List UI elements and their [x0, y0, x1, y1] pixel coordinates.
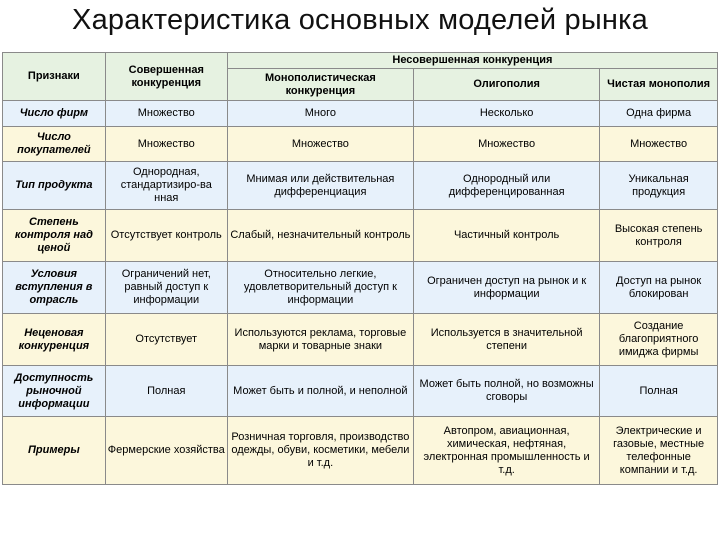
- header-monopoly: Чистая монополия: [600, 69, 718, 101]
- table-row: [3, 101, 718, 127]
- table-row: [3, 210, 718, 262]
- cell-monopolistic: Розничная торговля, производство одежды, обуви, косметики, мебели и т.д.: [227, 417, 413, 485]
- table-row: [3, 366, 718, 417]
- cell-monopolistic: Мнимая или действительная дифференциация: [227, 162, 413, 210]
- market-models-table: [2, 52, 718, 485]
- cell-oligopoly: Несколько: [414, 101, 600, 127]
- cell-oligopoly: Используется в значительной степени: [414, 314, 600, 366]
- cell-monopoly: Множество: [600, 127, 718, 162]
- cell-perfect: Ограничений нет, равный доступ к информации: [105, 262, 227, 314]
- feature-cell: Неценовая конкуренция: [3, 314, 106, 366]
- table-row: [3, 127, 718, 162]
- cell-monopoly: Доступ на рынок блокирован: [600, 262, 718, 314]
- cell-monopoly: Высокая степень контроля: [600, 210, 718, 262]
- cell-oligopoly: Может быть полной, но возможны сговоры: [414, 366, 600, 417]
- feature-cell: Примеры: [3, 417, 106, 485]
- cell-monopolistic: Может быть и полной, и неполной: [227, 366, 413, 417]
- page-title: Характеристика основных моделей рынка: [72, 4, 648, 36]
- cell-monopoly: Создание благоприятного имиджа фирмы: [600, 314, 718, 366]
- feature-cell: Тип продукта: [3, 162, 106, 210]
- cell-monopolistic: Множество: [227, 127, 413, 162]
- cell-monopoly: Полная: [600, 366, 718, 417]
- cell-monopolistic: Относительно легкие, удовлетворительный доступ к информации: [227, 262, 413, 314]
- table-row: [3, 314, 718, 366]
- header-row: [3, 53, 718, 69]
- cell-perfect: Отсутствует: [105, 314, 227, 366]
- cell-perfect: Множество: [105, 127, 227, 162]
- cell-monopoly: Одна фирма: [600, 101, 718, 127]
- table-row: [3, 417, 718, 485]
- table-row: [3, 262, 718, 314]
- feature-cell: Условия вступления в отрасль: [3, 262, 106, 314]
- cell-oligopoly: Частичный контроль: [414, 210, 600, 262]
- header-monopolistic: Монополистическая конкуренция: [227, 69, 413, 101]
- cell-perfect: Отсутствует контроль: [105, 210, 227, 262]
- feature-cell: Степень контроля над ценой: [3, 210, 106, 262]
- cell-perfect: Фермерские хозяйства: [105, 417, 227, 485]
- header-features: Признаки: [3, 53, 106, 101]
- header-perfect-competition: Совершенная конкуренция: [105, 53, 227, 101]
- cell-monopolistic: Много: [227, 101, 413, 127]
- cell-oligopoly: Множество: [414, 127, 600, 162]
- cell-perfect: Множество: [105, 101, 227, 127]
- cell-oligopoly: Автопром, авиационная, химическая, нефтяная, электронная промышленность и т.д.: [414, 417, 600, 485]
- table-row: [3, 162, 718, 210]
- cell-perfect: Полная: [105, 366, 227, 417]
- cell-oligopoly: Однородный или дифференцированная: [414, 162, 600, 210]
- feature-cell: Число фирм: [3, 101, 106, 127]
- cell-monopoly: Электрические и газовые, местные телефонные компании и т.д.: [600, 417, 718, 485]
- feature-cell: Доступность рыночной информации: [3, 366, 106, 417]
- header-oligopoly: Олигополия: [414, 69, 600, 101]
- cell-perfect: Однородная, стандартизиро-ва нная: [105, 162, 227, 210]
- feature-cell: Число покупателей: [3, 127, 106, 162]
- cell-monopoly: Уникальная продукция: [600, 162, 718, 210]
- cell-monopolistic: Используются реклама, торговые марки и товарные знаки: [227, 314, 413, 366]
- header-imperfect-competition: Несовершенная конкуренция: [227, 53, 717, 69]
- cell-monopolistic: Слабый, незначительный контроль: [227, 210, 413, 262]
- cell-oligopoly: Ограничен доступ на рынок и к информации: [414, 262, 600, 314]
